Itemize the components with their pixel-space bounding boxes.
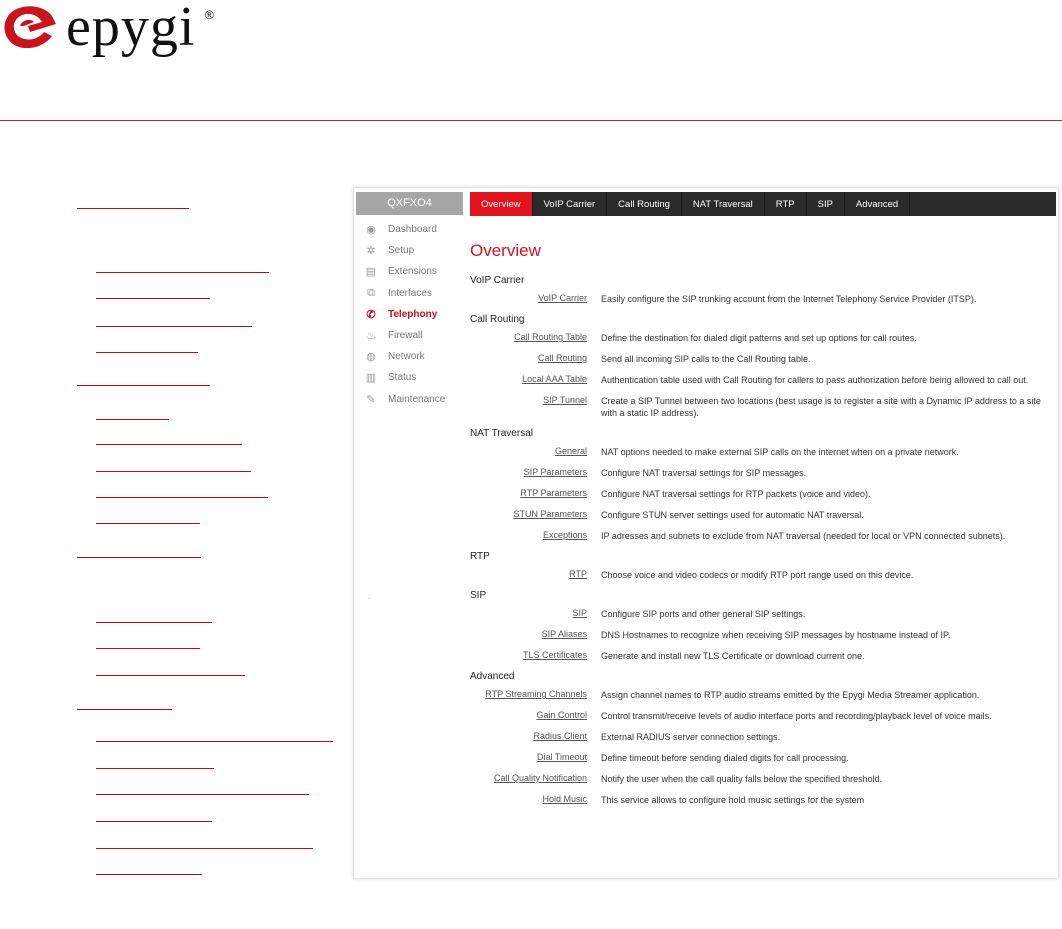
section-heading-advanced: Advanced [470, 671, 515, 682]
sidebar-item-label: Dashboard [388, 224, 437, 236]
row-description: Authentication table used with Call Routing for callers to pass authorization before being allowed to call out. [601, 375, 1029, 385]
toc-link[interactable] [96, 523, 200, 524]
tab-advanced[interactable]: Advanced [845, 192, 910, 216]
toc-link[interactable] [96, 622, 212, 623]
sidebar-item-label: Network [388, 351, 425, 363]
sidebar-item-dashboard[interactable] [356, 219, 463, 240]
sidebar-item-status[interactable] [356, 367, 463, 388]
overview-row [470, 446, 1056, 458]
main-panel [470, 192, 1056, 815]
overview-row [470, 353, 1056, 365]
epygi-logo [0, 0, 230, 60]
sidebar-dot: - [368, 594, 371, 603]
link-exceptions[interactable]: Exceptions [542, 530, 587, 540]
sidebar-menu [356, 215, 463, 410]
epygi-logo-icon [0, 0, 66, 56]
overview-row [470, 650, 1056, 662]
toc-link[interactable] [77, 557, 201, 558]
section-heading-nat-traversal: NAT Traversal [470, 428, 533, 439]
toc-link[interactable] [96, 768, 214, 769]
flame-icon: ♨ [366, 330, 376, 343]
link-sip-aliases[interactable]: SIP Aliases [541, 629, 587, 639]
link-voip-carrier[interactable]: VoIP Carrier [538, 293, 587, 303]
overview-row [470, 569, 1056, 581]
row-description: This service allows to configure hold music settings for the system [601, 795, 865, 805]
gear-icon: ✲ [366, 245, 376, 258]
phone-icon: ✆ [366, 308, 376, 321]
toc-link[interactable] [96, 444, 242, 445]
sidebar-item-label: Firewall [388, 330, 423, 342]
overview-row [470, 530, 1056, 542]
tab-call-routing[interactable]: Call Routing [607, 192, 682, 216]
toc-link[interactable] [96, 874, 202, 875]
toc-link[interactable] [96, 497, 268, 498]
sidebar-item-network[interactable] [356, 346, 463, 367]
overview-row [470, 752, 1056, 764]
toc-link[interactable] [96, 419, 169, 420]
toc-link[interactable] [96, 471, 251, 472]
toc-link[interactable] [96, 272, 269, 273]
registered-mark: ® [205, 8, 214, 22]
sidebar-item-telephony[interactable] [356, 304, 463, 325]
toc-link[interactable] [96, 794, 309, 795]
tab-nat-traversal[interactable]: NAT Traversal [682, 192, 765, 216]
row-description: Choose voice and video codecs or modify RTP port range used on this device. [601, 570, 914, 580]
toc-link[interactable] [96, 352, 198, 353]
row-description: Define the destination for dialed digit patterns and set up options for call routes. [601, 333, 917, 343]
row-description: NAT options needed to make external SIP calls on the internet when on a private network. [601, 447, 959, 457]
globe-icon: ◍ [366, 351, 376, 364]
overview-row [470, 710, 1056, 722]
overview-row [470, 773, 1056, 785]
toc-link[interactable] [96, 848, 313, 849]
row-description: IP adresses and subnets to exclude from NAT traversal (needed for local or VPN connected subnets). [601, 531, 1006, 541]
tab-sip[interactable]: SIP [807, 192, 845, 216]
link-call-quality-notification[interactable]: Call Quality Notification [493, 773, 587, 783]
sidebar-item-label: Interfaces [388, 287, 432, 299]
link-sip-parameters[interactable]: SIP Parameters [523, 467, 587, 477]
link-local-aaa-table[interactable]: Local AAA Table [522, 374, 587, 384]
link-rtp-parameters[interactable]: RTP Parameters [520, 488, 587, 498]
overview-row [470, 731, 1056, 743]
sidebar-item-label: Status [388, 372, 417, 384]
overview-row [470, 608, 1056, 620]
link-stun-parameters[interactable]: STUN Parameters [513, 509, 587, 519]
sidebar-item-label: Setup [388, 245, 415, 257]
overview-row [470, 467, 1056, 479]
toc-link[interactable] [96, 821, 212, 822]
toc-link[interactable] [77, 208, 189, 209]
link-tls-certificates[interactable]: TLS Certificates [522, 650, 587, 660]
sidebar [356, 192, 463, 872]
wrench-icon: ✎ [366, 393, 376, 406]
row-description: Generate and install new TLS Certificate or download current one. [601, 651, 865, 661]
link-rtp[interactable]: RTP [569, 569, 587, 579]
overview-row [470, 488, 1056, 500]
overview-row [470, 509, 1056, 521]
section-heading-voip-carrier: VoIP Carrier [470, 275, 525, 286]
overview-row [470, 332, 1056, 344]
sidebar-item-interfaces[interactable] [356, 283, 463, 304]
toc-link[interactable] [96, 741, 333, 742]
link-hold-music[interactable]: Hold Music [542, 794, 587, 804]
chart-icon: ▥ [365, 372, 377, 385]
tab-voip-carrier[interactable]: VoIP Carrier [533, 192, 608, 216]
toc-link[interactable] [96, 326, 252, 327]
row-description: Configure STUN server settings used for automatic NAT traversal. [601, 510, 864, 520]
section-heading-call-routing: Call Routing [470, 314, 525, 325]
link-general[interactable]: General [554, 446, 587, 456]
logo-wordmark: epygi [66, 0, 196, 58]
link-sip-tunnel[interactable]: SIP Tunnel [543, 395, 587, 405]
device-name: QXFXO4 [356, 192, 463, 215]
row-description: Define timeout before sending dialed digits for call processing. [601, 753, 849, 763]
sidebar-item-label: Telephony [388, 308, 438, 320]
book-icon: ▤ [365, 266, 377, 279]
interfaces-icon: ⧉ [367, 286, 375, 299]
sidebar-item-setup[interactable] [356, 240, 463, 261]
toc-link[interactable] [96, 298, 210, 299]
row-description: DNS Hostnames to recognize when receiving SIP messages by hostname instead of IP. [601, 630, 951, 640]
tab-bar [470, 192, 1056, 216]
tab-overview[interactable]: Overview [470, 192, 533, 216]
toc-link[interactable] [96, 675, 245, 676]
header-divider [0, 120, 1062, 121]
link-radius-client[interactable]: Radius Client [533, 731, 587, 741]
overview-row [470, 794, 1056, 806]
row-description: Control transmit/receive levels of audio interface ports and recording/playback level of voice mails. [601, 711, 992, 721]
toc-link[interactable] [77, 385, 210, 386]
sidebar-item-maintenance[interactable] [356, 389, 463, 410]
page-title: Overview [470, 241, 541, 260]
sidebar-item-label: Maintenance [388, 393, 446, 405]
sidebar-item-firewall[interactable] [356, 325, 463, 346]
link-dial-timeout[interactable]: Dial Timeout [536, 752, 587, 762]
overview-row [470, 293, 1056, 305]
row-description: Notify the user when the call quality falls below the specified threshold. [601, 774, 883, 784]
overview-row [470, 689, 1056, 701]
overview-content [470, 275, 1056, 806]
row-description: Create a SIP Tunnel between two locations (best usage is to register a site with a Dynamic IP address to a site with a static IP address). [601, 396, 1041, 418]
toc-link[interactable] [77, 709, 172, 710]
row-description: Send all incoming SIP calls to the Call Routing table. [601, 354, 811, 364]
section-heading-rtp: RTP [470, 551, 490, 562]
overview-row [470, 374, 1056, 386]
overview-row [470, 629, 1056, 641]
row-description: Configure SIP ports and other general SIP settings. [601, 609, 806, 619]
section-heading-sip: SIP [470, 590, 487, 601]
link-rtp-streaming-channels[interactable]: RTP Streaming Channels [485, 689, 587, 699]
row-description: Easily configure the SIP trunking account from the Internet Telephony Service Provider (ITSP). [601, 294, 977, 304]
row-description: Configure NAT traversal settings for RTP packets (voice and video). [601, 489, 871, 499]
dashboard-icon: ◉ [366, 224, 376, 237]
app-window [353, 187, 1059, 879]
link-gain-control[interactable]: Gain Control [536, 710, 587, 720]
row-description: Assign channel names to RTP audio streams emitted by the Epygi Media Streamer application. [601, 690, 980, 700]
link-sip[interactable]: SIP [572, 608, 587, 618]
link-call-routing[interactable]: Call Routing [537, 353, 587, 363]
overview-row [470, 395, 1056, 419]
sidebar-item-label: Extensions [388, 266, 437, 278]
tab-rtp[interactable]: RTP [765, 192, 807, 216]
link-call-routing-table[interactable]: Call Routing Table [514, 332, 587, 342]
row-description: Configure NAT traversal settings for SIP messages. [601, 468, 807, 478]
toc-link[interactable] [96, 648, 200, 649]
row-description: External RADIUS server connection settings. [601, 732, 781, 742]
sidebar-item-extensions[interactable] [356, 261, 463, 282]
